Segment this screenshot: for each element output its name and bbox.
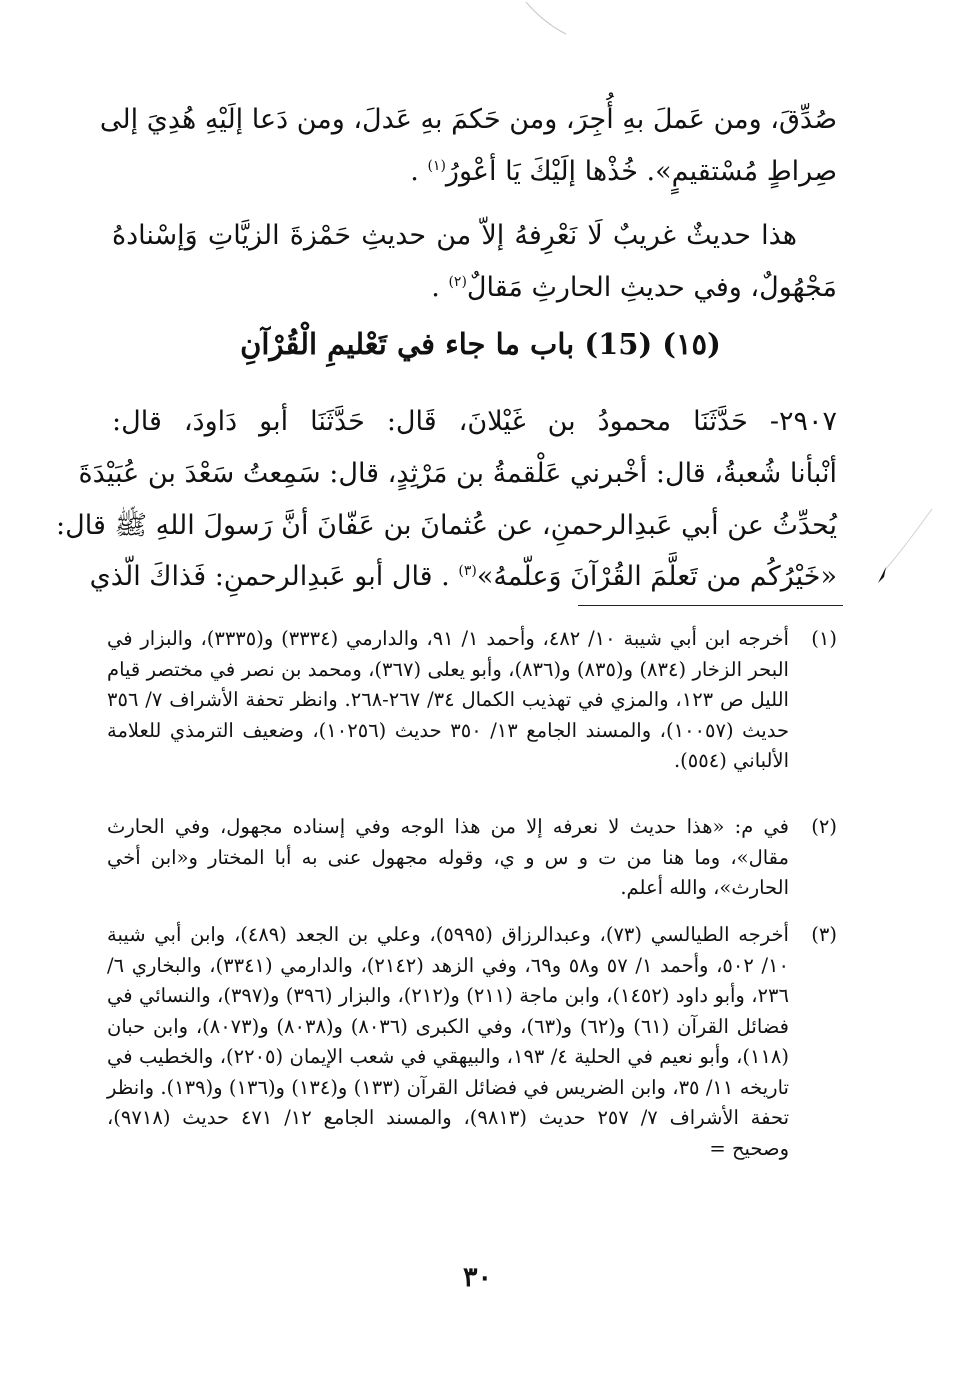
- hadith-text: . قال أبو عَبدِالرحمنِ: فَذاكَ الّذي: [89, 561, 459, 592]
- footnote-ref[interactable]: (٢): [448, 274, 467, 290]
- pen-mark: [520, 0, 600, 40]
- footnote-number: (٣): [811, 923, 837, 946]
- footnote-number: (٢): [811, 815, 837, 838]
- hadith-line-2: [78, 454, 837, 494]
- body-text: مَجْهُولٌ، وفي حديثِ الحارثِ مَقالٌ: [466, 272, 837, 303]
- body-line-2: [112, 152, 837, 192]
- hadith-text: «خَيْرُكُم من تَعلَّمَ القُرْآنَ وَعلّمهُ»: [476, 561, 837, 592]
- chapter-heading: (١٥) (15) باب ما جاء في تَعْليمِ الْقُرْآنِ: [240, 327, 721, 361]
- footnote-text: أخرجه ابن أبي شيبة ١٠/ ٤٨٢، وأحمد ١/ ٩١، والدارمي (٣٣٣٤) و(٣٣٣٥)، والبزار في البحر الزخار (٨٣٤) و(٨٣٥) و(٨٣٦)، وأبو يعلى (٣٦٧)، ومحمد بن نصر في مختصر قيام الليل ص ١٢٣، والمزي في تهذيب الكمال ٣٤/ ٢٦٧-٢٦٨. وانظر تحفة الأشراف ٧/ ٣٥٦ حديث (١٠٠٥٧)، والمسند الجامع ١٣/ ٣٥٠ حديث (١٠٢٥٦)، وضعيف الترمذي للعلامة الألباني (٥٥٤).: [107, 627, 789, 772]
- footnote-ref[interactable]: (٣): [458, 563, 477, 579]
- footnote-text: في م: «هذا حديث لا نعرفه إلا من هذا الوجه وفي إسناده مجهول، وفي الحارث مقال»، وما هنا من ت و س و ي، وقوله مجهول عنى به أبا المختار و«ابن أخي الحارث»، والله أعلم.: [107, 815, 789, 899]
- hadith-line-1: [112, 402, 837, 442]
- footnote-separator: [578, 605, 843, 606]
- footnote-1: [107, 624, 837, 777]
- body-line-4: [112, 268, 837, 308]
- footnote-text: أخرجه الطيالسي (٧٣)، وعبدالرزاق (٥٩٩٥)، وعلي بن الجعد (٤٨٩)، وابن أبي شيبة ١٠/ ٥٠٢، وأحمد ١/ ٥٧ و٥٨ و٦٩، وفي الزهد (٢١٤٢)، والدارمي (٣٣٤١)، والبخاري ٦/ ٢٣٦، وأبو داود (١٤٥٢)، وابن ماجة (٢١١) و(٢١٢)، والبزار (٣٩٦) و(٣٩٧)، والنسائي في فضائل القرآن (٦١) و(٦٢) و(٦٣)، وفي الكبرى (٨٠٣٦) و(٨٠٣٨) و(٨٠٧٣)، وابن حبان (١١٨)، وأبو نعيم في الحلية ٤/ ١٩٣، والبيهقي في شعب الإيمان (٢٢٠٥)، والخطيب في تاريخه ١١/ ٣٥، وابن الضريس في فضائل القرآن (١٣٣) و(١٣٤) و(١٣٦) و(١٣٩). وانظر تحفة الأشراف ٧/ ٢٥٧ حديث (٩٨١٣)، والمسند الجامع ١٢/ ٤٧١ حديث (٩٧١٨)، وصحيح =: [107, 923, 790, 1160]
- body-text: .: [431, 272, 449, 303]
- body-text: .: [410, 156, 428, 187]
- page-number: ٣٠: [462, 1262, 492, 1293]
- hadith-line-3: [56, 506, 837, 546]
- body-text: صِراطٍ مُسْتقيمٍ». خُذْها إلَيْكَ يَا أعْورُ: [445, 156, 837, 187]
- body-line-1: [99, 100, 837, 140]
- body-text: صُدِّقَ، ومن عَملَ بهِ أُجِرَ، ومن حَكمَ بهِ عَدلَ، ومن دَعا إلَيْهِ هُدِيَ إلى: [99, 104, 837, 135]
- footnote-number: (١): [811, 627, 837, 650]
- body-line-3: [112, 216, 837, 256]
- hadith-text: يُحدِّثُ عن أبي عَبدِالرحمنِ، عن عُثمانَ بن عَفّانَ أنَّ رَسولَ اللهِ ﷺ قال:: [56, 510, 837, 541]
- footnote-2: [107, 812, 837, 904]
- pen-mark: [870, 505, 940, 605]
- hadith-text: ٢٩٠٧- حَدَّثَنَا محمودُ بن غَيْلانَ، قَال: حَدَّثَنَا أبو دَاودَ، قال:: [112, 406, 837, 437]
- footnote-ref[interactable]: (١): [427, 158, 446, 174]
- footnote-3: [107, 920, 837, 1164]
- hadith-text: أنْبأنا شُعبةُ، قال: أخْبرني عَلْقمةُ بن مَرْثِدٍ، قال: سَمِعتُ سَعْدَ بن عُبَيْدَةَ: [78, 458, 837, 489]
- body-text: هذا حديثٌ غريبٌ لَا نَعْرِفهُ إلاّ من حديثِ حَمْزةَ الزيَّاتِ وَإسْنادهُ: [112, 220, 797, 251]
- hadith-line-4: [89, 557, 837, 597]
